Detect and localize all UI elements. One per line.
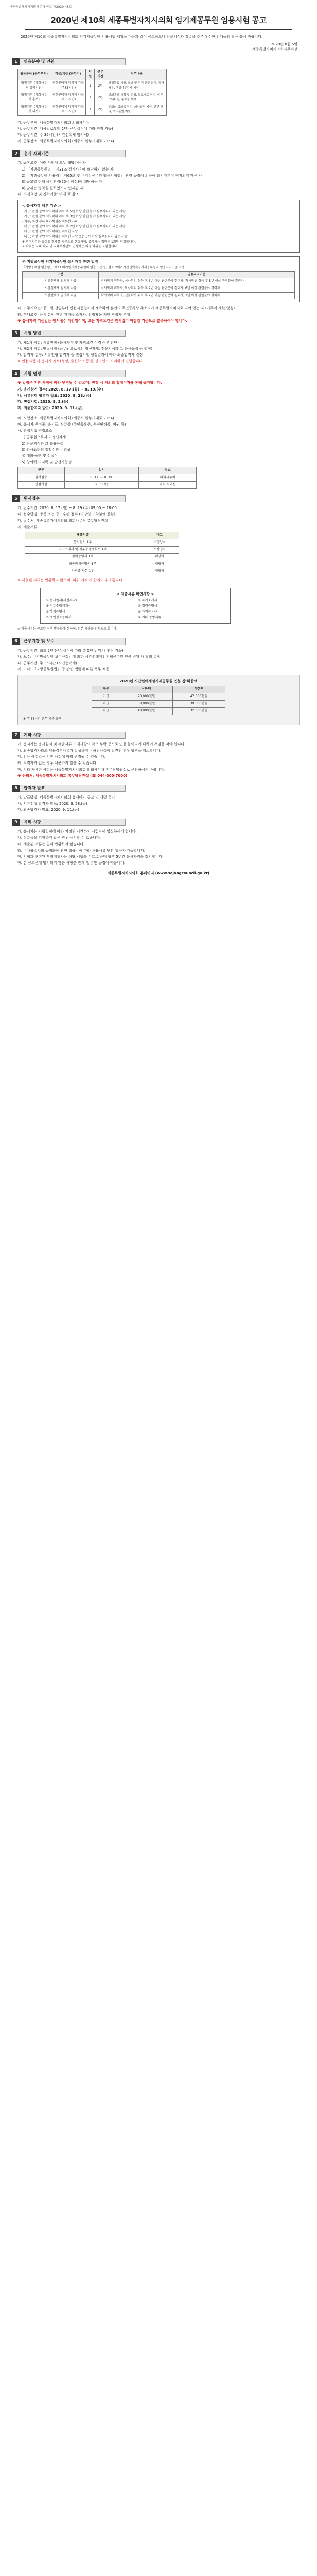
cell-place: 의회사무처	[139, 474, 197, 482]
s2-para: 다. 거주지요건: 공고일 전일부터 면접시험일까지 계속하여 본인의 주민등록상 주소지가 세종특별자치시로 되어 있는 자 (거주지 제한 없음)	[17, 306, 235, 311]
criteria-line: · 다급: 관련 분야 학사학위를 취득한 사람 또는 3년 이상 실무경력이 있는 사람	[22, 234, 128, 239]
s5-para: 라. 제출서류	[17, 524, 38, 529]
cell-note: 해당자	[140, 568, 179, 575]
cell-doc: 최종학위증명서 1부	[25, 561, 140, 568]
section-label: 원서접수	[20, 495, 126, 502]
table-row	[92, 693, 225, 701]
recruit-table	[17, 69, 167, 116]
s9-para: 바. 본 공고문에 명시되지 않은 사항은 관계 법령 및 규정에 따릅니다.	[17, 860, 126, 865]
section-label: 임용분야 및 인원	[20, 58, 126, 65]
section-number: 8	[12, 785, 20, 792]
s4-warning: ※ 일정은 기관 사정에 따라 변경될 수 있으며, 변경 시 시의회 홈페이지를 통해 공지합니다.	[17, 381, 162, 385]
section-number: 1	[12, 58, 20, 65]
s4-para: 1) 공무원으로서의 정신자세	[22, 435, 66, 439]
table-row	[23, 278, 295, 285]
criteria-line: · 가급: 관련 분야 박사학위를 취득한 사람	[22, 219, 78, 224]
s1-para: 다. 근무시간: 주 35시간 (시간선택제 임기제)	[17, 133, 89, 138]
cell-doc: 경력증명서 1부	[25, 553, 140, 561]
criteria-line: · 나급: 관련 분야 학사학위 취득 후 2년 이상 관련 분야 실무경력이 있는 사람	[22, 225, 126, 229]
section-number: 9	[12, 819, 20, 826]
th-period: 근무기간	[94, 69, 107, 80]
s9-para: 다. 제출된 서류는 일체 반환하지 않습니다.	[17, 842, 85, 846]
cell-kind: 시간선택제 임기제 가급	[23, 278, 99, 285]
th-standard: 임용자격기준	[99, 271, 295, 278]
s1-para: 가. 근무부서: 세종특별자치시의회 의회사무처	[17, 120, 90, 125]
section-label: 합격자 발표	[20, 785, 126, 792]
s2-para: 4) 남자는 병역을 필하였거나 면제된 자	[22, 185, 83, 190]
criteria-box-title: < 응시자격 세부 기준 >	[22, 204, 61, 208]
th-min: 하한액	[172, 686, 225, 693]
cell-standard: 박사학위 취득자, 석사학위 취득 후 3년 이상 관련분야 경력자, 학사학위 취득 후 5년 이상 관련분야 경력자	[99, 278, 295, 285]
s4-para: 바. 응시자 준비물: 응시표, 신분증 (주민등록증, 운전면허증, 여권 등)	[17, 422, 126, 427]
notice-date: 2020년 8월 6일	[271, 42, 297, 46]
criteria-line: ※ 학위는 국내 학위 및 교육부장관이 인정하는 외국 학위를 포함합니다.	[22, 245, 118, 249]
s4-para: 가. 응시원서 접수: 2020. 8. 17.(월) ~ 8. 19.(수)	[17, 387, 103, 392]
s4-para: 라. 최종합격자 발표: 2020. 9. 11.(금)	[17, 406, 83, 411]
table-row	[23, 292, 295, 299]
cell-period: 2년	[94, 92, 107, 104]
cell-max: 48,000천원	[120, 708, 172, 715]
cell-note: 소정양식	[140, 539, 179, 546]
section-7-header	[12, 732, 126, 739]
section-number: 2	[12, 150, 20, 157]
s4-para: 나. 서류전형 합격자 발표: 2020. 8. 28.(금)	[17, 393, 91, 398]
cell-grade: 시간선택제 임기제 다급 (주35시간)	[50, 104, 86, 115]
law-note: 「지방공무원 임용령」 제3조의2(임기제공무원의 임용요건 등) 별표 2의2 시간선택제임기제공무원의 임용자격기준 적용	[22, 266, 185, 270]
standard-table	[22, 271, 295, 300]
cell-place: 의회 회의실	[139, 482, 197, 489]
section-number: 3	[12, 330, 20, 337]
cell-kind: 시간선택제 임기제 다급	[23, 292, 99, 299]
cell-standard: 석사학위 취득자, 학사학위 취득 후 2년 이상 관련분야 경력자, 6년 이상 관련분야 경력자	[99, 285, 295, 293]
s6-para: 가. 근무기간: 최초 2년 (근무실적에 따라 총 5년 범위 내 연장 가능)	[17, 648, 124, 653]
cell-max: 58,000천원	[120, 701, 172, 708]
section-2-header	[12, 150, 126, 157]
table-row	[25, 568, 179, 575]
cell-max: 70,000천원	[120, 693, 172, 701]
s1-para: 라. 근무장소: 세종특별자치시의회 (세종시 한누리대로 2154)	[17, 139, 114, 144]
section-number: 7	[12, 732, 20, 739]
section-label: 근무기간 및 보수	[20, 638, 126, 645]
section-label: 응시 자격기준	[20, 150, 126, 157]
table-row	[18, 80, 167, 92]
s9-para: 나. 신분증을 지참하지 않은 경우 응시할 수 없습니다.	[17, 836, 101, 840]
s8-para: 가. 발표방법: 세종특별자치시의회 홈페이지 공고 및 개별 통지	[17, 795, 115, 800]
s7-para: 다. 임용 예정일은 기관 사정에 따라 변경될 수 있습니다.	[17, 755, 106, 759]
th-grade: 직급/계급 (근무지)	[50, 69, 86, 80]
section-6-header	[12, 638, 126, 645]
cell-period: 2년	[94, 104, 107, 115]
s2-para: 1) 「지방공무원법」 제31조 결격사유에 해당하지 않는 자	[22, 167, 114, 172]
cell-date: 8. 17. ~ 8. 19.	[64, 474, 139, 482]
cell-kind: 다급	[92, 708, 120, 715]
s2-para: 3) 공고일 현재 응시연령(20세 이상)에 해당하는 자	[22, 179, 102, 184]
salary-box	[17, 675, 300, 725]
s4-para: 마. 시험장소: 세종특별자치시의회 (세종시 한누리대로 2154)	[17, 416, 114, 421]
s2-para: 라. 우대요건: 응시 분야 관련 자격증 소지자, 의정활동 지원 경력자 우대	[17, 312, 130, 317]
checklist-item: ⑦ 개인정보동의서	[46, 615, 72, 619]
s2-para: 나. 자격요건 및 경력기준: 아래 표 참조	[17, 192, 79, 197]
s5-warning: ※ 제출된 서류는 반환하지 않으며, 허위 기재 시 합격이 취소됩니다.	[17, 578, 124, 582]
law-box-title: ※ 지방공무원 임기제공무원 응시자격 관련 법령	[22, 259, 98, 264]
s1-para: 나. 근무기간: 채용일로부터 2년 (근무실적에 따라 연장 가능)	[17, 127, 113, 131]
section-3-header	[12, 330, 126, 337]
cell-kind: 면접시험	[18, 482, 65, 489]
cell-kind: 원서접수	[18, 474, 65, 482]
th-place: 장소	[139, 467, 197, 474]
s4-para: 3) 의사표현의 정확성과 논리성	[22, 447, 71, 452]
salary-title: 2020년 시간선택제임기제공무원 연봉 상·하한액	[119, 679, 198, 684]
cell-doc: 자기소개서 및 직무수행계획서 1부	[25, 546, 140, 553]
cell-duty: 의회홍보 기획 및 운영, 보도자료 작성, 언론 모니터링, 홍보물 제작	[107, 92, 166, 104]
table-row	[25, 553, 179, 561]
checklist-item: ⑤ 학위증명서	[46, 609, 65, 614]
criteria-line: · 가급: 관련 분야 학사학위 취득 후 5년 이상 관련 분야 실무경력이 있는 사람	[22, 210, 126, 214]
criteria-line: · 가급: 관련 분야 석사학위 취득 후 3년 이상 관련 분야 실무경력이 있는 사람	[22, 215, 126, 219]
s7-para: 가. 응시자는 응시원서 및 제출서류 기재사항의 착오·누락 등으로 인한 불이익에 대하여 책임을 져야 합니다.	[17, 742, 186, 747]
s3-para: 나. 제2차 시험: 면접시험 (공무원으로서의 정신자세, 전문지식과 그 응용능력 등 평정)	[17, 347, 153, 351]
table-row	[18, 482, 197, 489]
th-field: 임용분야 (근무부서)	[18, 69, 50, 80]
s6-para: 나. 보수: 「지방공무원 보수규정」에 의한 시간선택제임기제공무원 연봉 범위 내 협의 결정	[17, 654, 161, 659]
salary-note: ※ 주 35시간 근무 기준 금액	[23, 717, 62, 721]
th-kind: 구분	[18, 467, 65, 474]
th-max: 상한액	[120, 686, 172, 693]
section-1-header	[12, 58, 126, 65]
s4-para: 2) 전문지식과 그 응용능력	[22, 441, 64, 446]
s9-para: 라. 「채용절차의 공정화에 관한 법률」에 따라 채용서류 반환 청구가 가능합니다.	[17, 848, 146, 853]
s6-para: 다. 근무시간: 주 35시간 (시간선택제)	[17, 660, 77, 665]
cell-field: 행정지원 (의회사무처 홍보)	[18, 92, 50, 104]
section-5-header	[12, 495, 126, 502]
s8-para: 나. 서류전형 합격자 발표: 2020. 8. 28.(금)	[17, 801, 87, 806]
table-row	[18, 104, 167, 115]
s7-para: 마. 기타 자세한 사항은 세종특별자치시의회 의회사무처 총무담당관실로 문의하시기 바랍니다.	[17, 767, 165, 772]
s2-warning: ※ 응시자격 기준일은 원서접수 마감일이며, 모든 자격요건은 원서접수 마감일 기준으로 충족하여야 합니다.	[17, 318, 187, 323]
s5-para: 가. 접수기간: 2020. 8. 17.(월) ~ 8. 19.(수) 09:00 ~ 18:00	[17, 506, 117, 511]
checklist-box	[40, 588, 231, 624]
table-row	[18, 92, 167, 104]
checklist-item: ⑥ 자격증 사본	[138, 609, 158, 614]
section-label: 시험 일정	[20, 370, 126, 377]
section-label: 기타 사항	[20, 732, 126, 739]
schedule-table	[17, 467, 197, 489]
s3-para: 가. 제1차 시험: 서류전형 (응시자격 및 자격요건 적격 여부 판단)	[17, 340, 119, 345]
cell-field: 행정지원 (의회사무처 정책지원)	[18, 80, 50, 92]
checklist-item: ① 응시원서(사진부착)	[46, 599, 77, 602]
section-9-header	[12, 819, 126, 826]
footer-link[interactable]: 세종특별자치시의회 홈페이지 (www.sejongcouncil.go.kr)	[107, 871, 210, 876]
s3-warning: ※ 면접시험 시 응시자 정보(성명, 출신학교 등)를 블라인드 처리하여 진행합니다.	[17, 359, 144, 364]
checklist-item: ② 자기소개서	[138, 599, 157, 602]
cell-grade: 시간선택제 임기제 나급 (주35시간)	[50, 92, 86, 104]
s7-para: 나. 최종합격자라도 임용결격사유가 발생하거나 허위사실이 발견된 경우 합격을 취소합니다.	[17, 749, 162, 753]
intro-text: 2020년 제10회 세종특별자치시의회 임기제공무원 임용시험 계획을 다음과 같이 공고하오니 전문지식과 경력을 갖춘 우수한 인재들의 많은 응시 바랍니다.	[21, 35, 263, 39]
documents-table	[25, 532, 179, 575]
table-row	[92, 701, 225, 708]
cell-grade: 시간선택제 임기제 가급 (주35시간)	[50, 80, 86, 92]
cell-duty: 본회의 회의록 작성, 의사일정 지원, 안건 관리, 회의운영 지원	[107, 104, 166, 115]
section-number: 6	[12, 638, 20, 645]
notice-page	[0, 0, 317, 884]
checklist-title: < 제출서류 확인사항 >	[116, 591, 154, 596]
checklist-item: ④ 경력증명서	[138, 604, 157, 608]
s6-para: 라. 기타: 「지방공무원법」 등 관련 법령에 따른 복무 적용	[17, 667, 110, 672]
section-4-header	[12, 370, 126, 377]
th-date: 일시	[64, 467, 139, 474]
th-kind: 구분	[92, 686, 120, 693]
table-row	[18, 474, 197, 482]
section-number: 4	[12, 370, 20, 377]
s5-note: ※ 제출서류는 공고일 이후 발급분에 한하며, 원본 제출을 원칙으로 합니다.	[17, 626, 118, 631]
th-count: 인원	[86, 69, 94, 80]
notice-org: 세종특별자치시의회사무처장	[252, 47, 297, 52]
salary-table	[92, 686, 225, 715]
s9-para: 가. 응시자는 시험일정에 따라 지정된 시간까지 시험장에 입실하여야 합니다.	[17, 829, 137, 834]
cell-note: 해당자	[140, 561, 179, 568]
s4-para: 4) 예의·품행 및 성실성	[22, 454, 58, 459]
cell-count: 1	[86, 80, 94, 92]
checklist-item: ⑧ 기타 증빙서류	[138, 615, 162, 619]
cell-min: 47,000천원	[172, 693, 225, 701]
cell-kind: 시간선택제 임기제 나급	[23, 285, 99, 293]
cell-note: 소정양식	[140, 546, 179, 553]
s8-para: 다. 최종합격자 발표: 2020. 9. 11.(금)	[17, 808, 79, 812]
cell-kind: 나급	[92, 701, 120, 708]
s4-para: 5) 창의력·의지력 및 발전가능성	[22, 460, 72, 465]
section-8-header	[12, 785, 126, 792]
s9-para: 마. 시험과 관련된 부정행위자는 해당 시험을 무효로 하며 향후 5년간 응시자격을 정지합니다.	[17, 854, 164, 859]
s2-para: 가. 공통요건: 아래 사항에 모두 해당하는 자	[17, 161, 86, 165]
cell-doc: 응시원서 1부	[25, 539, 140, 546]
criteria-line: ※ 경력기간은 공고일 현재를 기준으로 산정하며, 중복되는 경력은 1회만 인정합니다.	[22, 240, 136, 244]
cell-standard: 학사학위 취득자, 전문학사 취득 후 2년 이상 관련분야 경력자, 3년 이상 관련분야 경력자	[99, 292, 295, 299]
cell-count: 1	[86, 104, 94, 115]
law-box	[17, 256, 300, 303]
s3-para: 다. 합격자 결정: 서류전형 합격자 중 면접시험 평정결과에 따라 최종합격자 결정	[17, 353, 143, 358]
th-kind: 구분	[23, 271, 99, 278]
th-doc: 제출서류	[25, 532, 140, 539]
table-row	[25, 539, 179, 546]
table-row	[92, 708, 225, 715]
cell-kind: 가급	[92, 693, 120, 701]
s5-para: 다. 접수처: 세종특별자치시의회 의회사무처 총무담당관실	[17, 518, 108, 523]
cell-doc: 자격증 사본 1부	[25, 568, 140, 575]
cell-count: 1	[86, 92, 94, 104]
table-row	[23, 285, 295, 293]
table-row	[25, 546, 179, 553]
cell-min: 32,000천원	[172, 708, 225, 715]
s4-para: 다. 면접시험: 2020. 9. 3.(목)	[17, 399, 69, 404]
cell-note: 해당자	[140, 553, 179, 561]
s2-para: 2) 「지방공무원 임용령」 제65조 및 「지방공무원 임용시험령」 관련 규정에 의하여 응시자격이 정지되지 않은 자	[22, 173, 202, 178]
s7-contact: ※ 문의처: 세종특별자치시의회 총무담당관실 (☎ 044-300-7000)	[17, 773, 128, 778]
criteria-box	[17, 200, 300, 253]
section-label: 시험 방법	[20, 330, 126, 337]
table-row	[25, 561, 179, 568]
th-duty: 직무내용	[107, 69, 166, 80]
s7-para: 라. 적격자가 없는 경우 채용하지 않을 수 있습니다.	[17, 761, 98, 766]
page-title: 2020년 제10회 세종특별자치시의회 임기제공무원 임용시험 공고	[25, 12, 292, 30]
s4-para: 사. 면접시험 평정요소	[17, 429, 52, 433]
cell-min: 39,000천원	[172, 701, 225, 708]
section-label: 유의 사항	[20, 819, 126, 826]
th-note: 비고	[140, 532, 179, 539]
cell-duty: 의정활동 지원, 조례 및 정책 연구·분석, 정책 자문, 행정사무감사 지원	[107, 80, 166, 92]
checklist-item: ③ 직무수행계획서	[46, 604, 72, 608]
criteria-line: · 나급: 관련 분야 석사학위를 취득한 사람	[22, 230, 78, 234]
notice-number: 세종특별자치시의회사무처 공고 제2020-48호	[9, 5, 72, 9]
section-number: 5	[12, 495, 20, 502]
cell-period: 2년	[94, 80, 107, 92]
cell-field: 행정지원 (의회사무처 의사)	[18, 104, 50, 115]
cell-date: 9. 3.(목)	[64, 482, 139, 489]
s5-para: 나. 접수방법: 방문 또는 등기우편 접수 (마감일 도착분에 한함)	[17, 512, 116, 517]
